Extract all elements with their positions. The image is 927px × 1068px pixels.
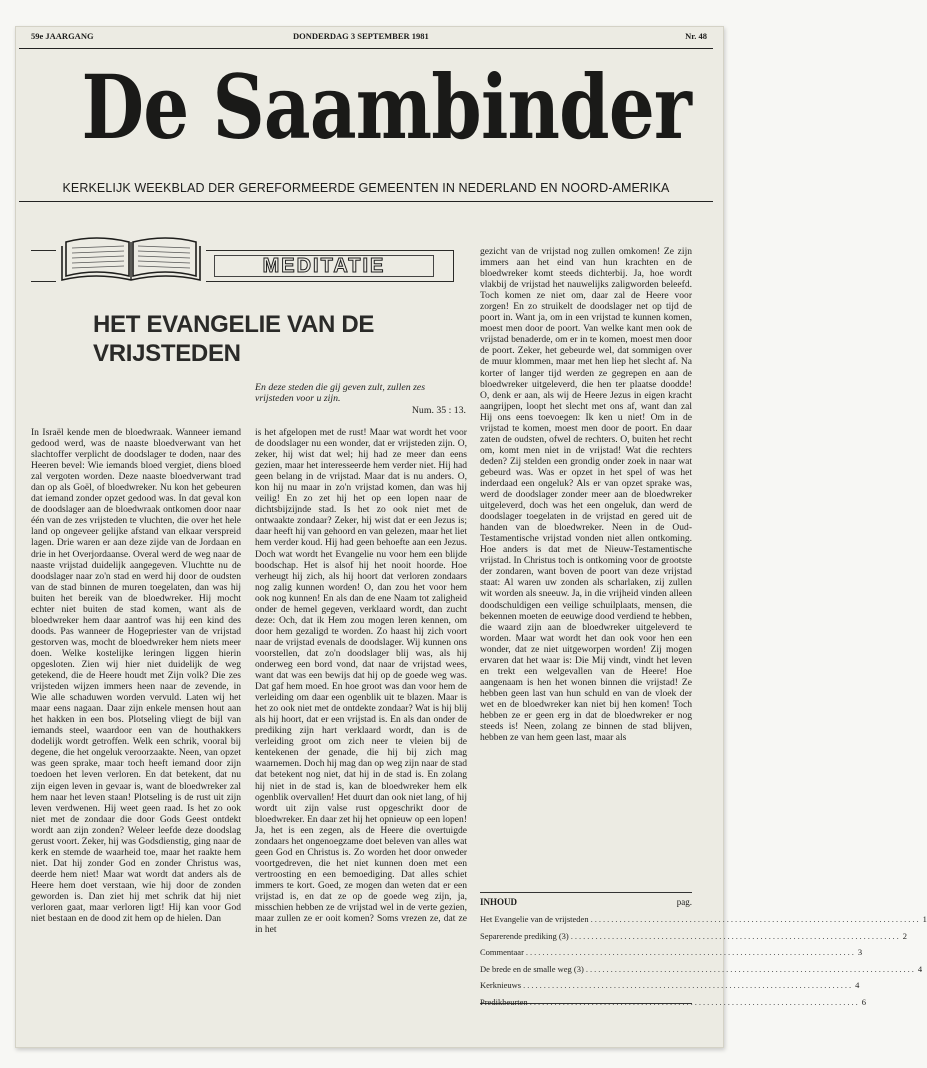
article-column-3: gezicht van de vrijstad nog zullen omkomen! Ze zijn immers aan het eind van hun krachten en de bloedwreker komt steeds dichterbij. Ja, hoe wordt vlakbij de vrijstad het nauwelijks zaligworden beleefd. Toch komen ze niet om, daar zal de Heere voor zorgen! En zo struikelt de doodslager net op tijd de poort in. Want ja, om in een vrijstad te kunnen komen, moest men door de poort. Van welke kant men ook de vrijstad benaderde, om er in te komen, moest men door de poort. Zeker, het gebeurde wel, dat sommigen over de muur klommen, maar met hen liep het slecht af. Na korter of langer tijd werden ze gegrepen en aan de bloedwreker uitgeleverd, die hen ter plaatse doodde! O, denk er aan, als wij de Heere Jezus in eigen kracht aangrijpen, loopt het slecht met ons af, want dan zal Hij ons eens toevoegen: Ik ken u niet! Om in de vrijstad te komen, moest men door de poort. En daar zaten de oudsten, ofwel de rechters. O, buiten het recht om, komt men niet in de vrijstad! Wat die rechters deden? Zij stelden een grondig onder zoek in naar wat gebeurd was. Was er opzet in het spel of was het inderdaad een ongeluk? Als er van opzet sprake was, werd de doodslager zonder meer aan de bloedwreker uitgeleverd, doch was het een ongeluk, dan werd de doodslager toegelaten in de vrijstad en gered uit de handen van de bloedwreker. Neen in de Oud-Testamentische vrijstad vonden niet allen ontkoming. Hoe anders is dat met de Nieuw-Testamentische vrijstad. In Christus toch is ontkoming voor de grootste der zondaren, want boven de poort van deze vrijstad staat: Al waren uw zonden als scharlaken, zij zullen wit worden als sneeuw. Ja, in die vrijheid vinden alleen doodschuldigen een veilige schuilplaats, mensen, die bekennen moeten de eeuwige dood verdiend te hebben, die waard zijn aan de bloedwreker uitgeleverd te worden. Maar wat wordt het dan ook voor hen een wonder, dat ze niet uitgeworpen worden! Zij mogen ervaren dat het waar is: Die Mij vindt, vindt het leven en trekt een welgevallen van de Heere! Hoe aangenaam is hen het wonen binnen die vrijstad! Ze hebben geen last van hun schuld en van de vloek der wet en de bloedwreker kan niet bij hen komen! Toch hebben ze er geen erg in dat de bloedwreker er nog steeds is! Neen, zolang ze binnen de stad blijven, hebben ze van hem geen last, maar als xyxy=(480,246,692,744)
toc-header xyxy=(480,893,692,911)
scripture-motto: En deze steden die gij geven zult, zullen zes vrijsteden voor u zijn. xyxy=(255,382,426,404)
article-column-1: In Israël kende men de bloedwraak. Wanneer iemand gedood werd, was de naaste bloedverwant van het slachtoffer verplicht de doodslager te doden, naar des Heeren bevel: Wie iemands bloed vergiet, diens bloed zal vergoten worden. Deze naaste bloedverwant trad dan op als Goël, of bloedwreker. Nu kon het gebeuren dat iemand zonder opzet gedood was. In dat geval kon de doodslager aan de bloedwraak ontkomen door naar één van de zes vrijsteden te vluchten, die over het hele land op ongeveer gelijke afstand van elkaar verspreid lagen. Drie waren er aan deze zijde van de Jordaan en drie in het Overjordaanse. Overal werd de weg naar de naaste vrijstad duidelijk aangegeven. Vluchtte nu de doodslager naar zo'n stad en werd hij door de oudsten van de stad binnen de muren toegelaten, dan was hij buiten het bereik van de bloedwreker. Hij mocht echter niet buiten de stad komen, want als de bloedwreker hem daar aantrof was hij een kind des doods. Pas wanneer de Hogepriester van de vrijstad gestorven was, mocht de bloedwreker hem niets meer doen. Welke kostelijke leringen liggen hierin opgesloten. Zien wij hier niet duidelijk de weg getekend, die de Heere houdt met Zijn volk? Die zes vrijsteden wijzen immers heen naar de zevende, in Wie alle schaduwen worden vervuld. Laten wij het maar eens nagaan. Daar zijn enkele mensen hout aan het hakken in een bos. Plotseling vliegt de bijl van iemands steel, waardoor een van de houthakkers dodelijk wordt getroffen. Welk een schrik, vooral bij degene, die het ongeluk veroorzaakte. Neen, van opzet was geen sprake, maar toch heeft iemand door zijn toedoen het leven verloren. En dat betekent, dat nu zijn eigen leven in gevaar is, want de bloedwreker zal hem naar het leven staan! Plotseling is de rust uit zijn leven verdwenen. Hij weet geen raad. Is het zo ook niet met de zondaar die door Gods Geest ontdekt wordt aan zijn zonden? Weleer leefde deze doodslag gerust voort. Zeker, hij was Godsdienstig, ging naar de kerk en stemde de waarheid toe, maar het raakte hem niet. Dat hij zonder God en zonder Christus was, deerde hem niet! Maar wat wordt dat anders als de Heere hem doet verstaan, wie hij door de zonden geworden is. Dan ziet hij met schrik dat hij niet verloren gaat, maar verloren ligt! Hij kan voor God niet bestaan en de dood zit hem op de hielen. Dan xyxy=(31,427,241,925)
section-label: MEDITATIE xyxy=(262,254,386,277)
toc-item-title: Het Evangelie van de vrijsteden xyxy=(480,914,589,924)
toc-leader-dots: ................................................................................ xyxy=(570,930,901,941)
toc-item[interactable] xyxy=(480,928,907,945)
toc-item-page: 4 xyxy=(917,963,923,974)
newspaper-subtitle: KERKELIJK WEEKBLAD DER GEREFORMEERDE GEMEENTEN IN NEDERLAND EN NOORD-AMERIKA xyxy=(62,181,670,195)
toc-item-title: Kerknieuws xyxy=(480,980,522,990)
toc-item-title: De brede en de smalle weg (3) xyxy=(480,963,584,974)
toc-item[interactable] xyxy=(480,911,927,928)
toc-item[interactable] xyxy=(480,977,860,994)
toc-page-header: pag. xyxy=(676,897,692,907)
toc-item-page: 2 xyxy=(902,930,907,941)
toc-leader-dots: ................................................................................ xyxy=(585,963,916,974)
scripture-reference: Num. 35 : 13. xyxy=(411,405,466,416)
section-label-box xyxy=(214,255,434,277)
volume-label: 59e JAARGANG xyxy=(31,31,94,41)
table-of-contents xyxy=(480,892,927,1007)
toc-leader-dots: ................................................................................ xyxy=(523,980,854,990)
toc-item[interactable] xyxy=(480,944,863,961)
masthead xyxy=(19,48,713,202)
toc-leader-dots: ................................................................................ xyxy=(590,914,921,924)
toc-title: INHOUD xyxy=(480,897,518,907)
toc-item-page: 4 xyxy=(855,980,860,990)
top-info-line xyxy=(0,31,738,43)
toc-item[interactable] xyxy=(480,994,866,1011)
newspaper-title: De Saambinder xyxy=(81,55,692,159)
toc-item-page: 1 xyxy=(922,914,927,924)
issue-number: Nr. 48 xyxy=(685,31,707,41)
article-column-2: is het afgelopen met de rust! Maar wat wordt het voor de doodslager nu een wonder, dat er vrijsteden zijn. O, zeker, hij wist dat wel; hij had ze meer dan eens gezien, maar het interesseerde hem verder niet. Hij had geen belang in de vrijstad. Maar dat is nu anders. O, kon hij nu maar in zo'n vrijstad komen, dan was hij veilig! En zo zet hij het op een lopen naar de dichtsbijzijnde stad. Is het zo ook niet met de ontwaakte zondaar? Zeker, hij wist dat er een Jezus is; daar heeft hij van gehoord en van gelezen, maar het liet hem verder koud. Hij had geen behoefte aan een Jezus. Doch wat wordt het Evangelie nu voor hem een blijde boodschap. Het is alsof hij het nooit hoorde. Hoe verheugt hij zich, als hij hoort dat verloren zondaars nog zalig kunnen worden! O, dan zou het voor hem ook nog kunnen! En als dan de ene Naam tot zaligheid onder de hemel gegeven, verklaard wordt, dan zucht deze: Och, dat ik Hem zou mogen leren kennen, om door hem gezaligd te worden. Zo haast hij zich voort naar de vrijstad evenals de doodslager. Wij kunnen ons voorstellen, dat zo'n doodslager blij was, als hij onderweg een bord vond, dat naar de vrijstad wees, want dat was een bewijs dat hij op de goede weg was. Dat gaf hem moed. En hoe groot was dan voor hem de verleiding om daar een ogenblik uit te blazen. Maar is het zo ook niet met de ontdekte zondaar? Wat is hij blij als hij hoort, dat er een vrijstad is. En als dan onder de prediking zijn hart verklaard wordt, dan is de verleiding groot om zich neer te vleien bij de kentekenen der genade, die hij bij zich mag waarnemen. Doch hij mag dan op weg zijn naar de stad dat betekent nog niet, dat hij in de stad is. En zolang hij niet in de stad is, kan de bloedwreker hem elk ogenblik overvallen! Het duurt dan ook niet lang, of hij wordt uit zijn valse rust opgeschrikt door de bloedwreker. En daar zet hij het opnieuw op een lopen! Ja, het is een zegen, als de Heere die overtuigde zondaars het ongenoegzame doet beleven van alles wat geen God en Christus is. Zo worden het door onweder voortgedreven, die het niet kunnen doen met een vertroosting en een bemoediging. Dat alles schiet immers te kort. Goed, ze mogen dan weten dat er een vrijstad is, en dat ze op de goede weg zijn, ja, misschien hebben ze de vrijstad wel in de verte gezien, maar zullen ze er ooit komen? Soms vrezen ze, dat ze in het xyxy=(255,427,467,936)
toc-list xyxy=(480,911,927,1010)
toc-item-title: Separerende prediking (3) xyxy=(480,930,569,941)
toc-leader-dots: ................................................................................ xyxy=(525,947,856,957)
toc-item[interactable] xyxy=(480,961,923,978)
article-headline: HET EVANGELIE VAN DE VRIJSTEDEN xyxy=(93,311,375,367)
toc-leader-dots: ................................................................................ xyxy=(529,996,860,1007)
toc-item-page: 3 xyxy=(857,947,863,957)
issue-date: DONDERDAG 3 SEPTEMBER 1981 xyxy=(293,31,429,41)
toc-item-title: Commentaar xyxy=(480,947,524,957)
open-book-icon xyxy=(56,228,206,284)
toc-item-title: Predikbeurten xyxy=(480,996,528,1007)
toc-item-page: 6 xyxy=(861,996,866,1007)
